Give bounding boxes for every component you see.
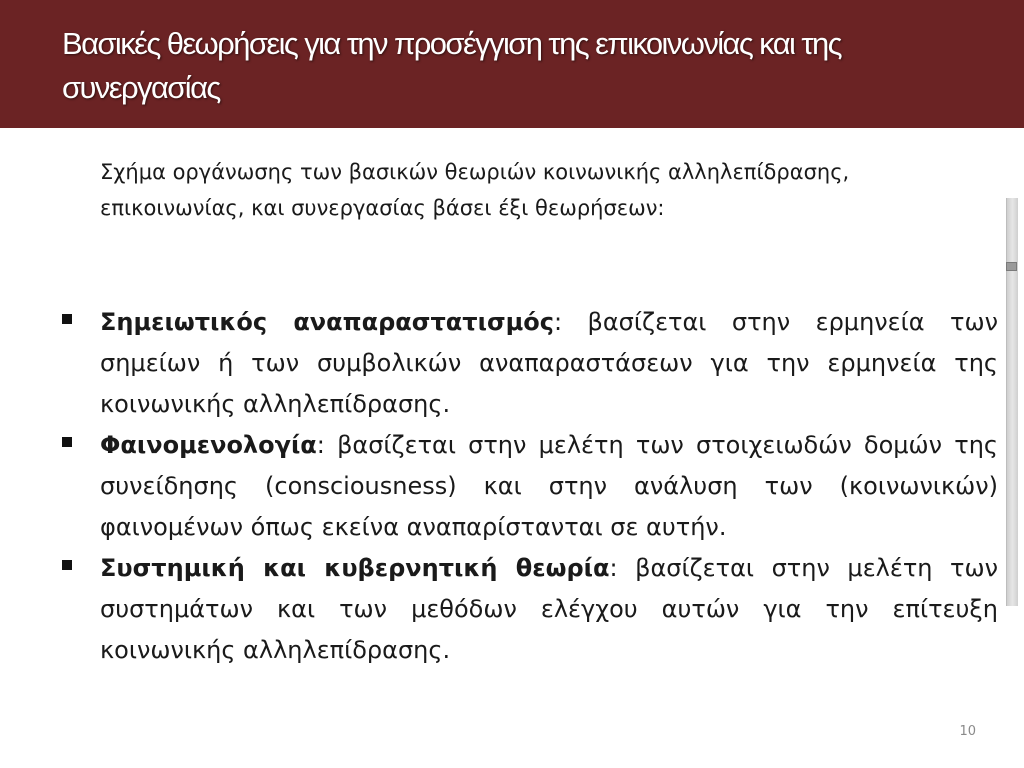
page-number: 10 bbox=[959, 724, 976, 739]
bullet-text: : βασίζεται στην ερμηνεία των σημείων ή των συμβολικών αναπαραστάσεων για την ερμηνεία της κοινωνικής αλληλεπίδρασης. bbox=[100, 308, 998, 418]
square-bullet-icon bbox=[62, 437, 72, 447]
slide-title: Βασικές θεωρήσεις για την προσέγγιση της επικοινωνίας και της συνεργασίας bbox=[62, 26, 841, 105]
bullet-term: Φαινομενολογία bbox=[100, 431, 317, 459]
scrollbar-thumb[interactable] bbox=[1006, 262, 1017, 271]
bullet-text: : βασίζεται στην μελέτη των στοιχειωδών δομών της συνείδησης (consciousness) και στην ανάλυση των (κοινωνικών) φαινομένων όπως εκείνα αναπαρίστανται σε αυτήν. bbox=[100, 431, 998, 541]
bullet-item-systems bbox=[62, 548, 998, 671]
bullet-term: Σημειωτικός αναπαραστατισμός bbox=[100, 308, 555, 336]
intro-text: Σχήμα οργάνωσης των βασικών θεωριών κοινωνικής αλληλεπίδρασης, επικοινωνίας, και συνεργασίας βάσει έξι θεωρήσεων: bbox=[100, 160, 850, 220]
scrollbar-track[interactable] bbox=[1006, 198, 1018, 606]
square-bullet-icon bbox=[62, 560, 72, 570]
bullet-item-phenomenology bbox=[62, 425, 998, 548]
title-bar bbox=[0, 0, 1024, 128]
bullet-list bbox=[62, 302, 998, 671]
bullet-text: : βασίζεται στην μελέτη των συστημάτων και των μεθόδων ελέγχου αυτών για την επίτευξη κοινωνικής αλληλεπίδρασης. bbox=[100, 554, 998, 664]
bullet-item-semiotic bbox=[62, 302, 998, 425]
square-bullet-icon bbox=[62, 314, 72, 324]
bullet-term: Συστημική και κυβερνητική θεωρία bbox=[100, 554, 610, 582]
